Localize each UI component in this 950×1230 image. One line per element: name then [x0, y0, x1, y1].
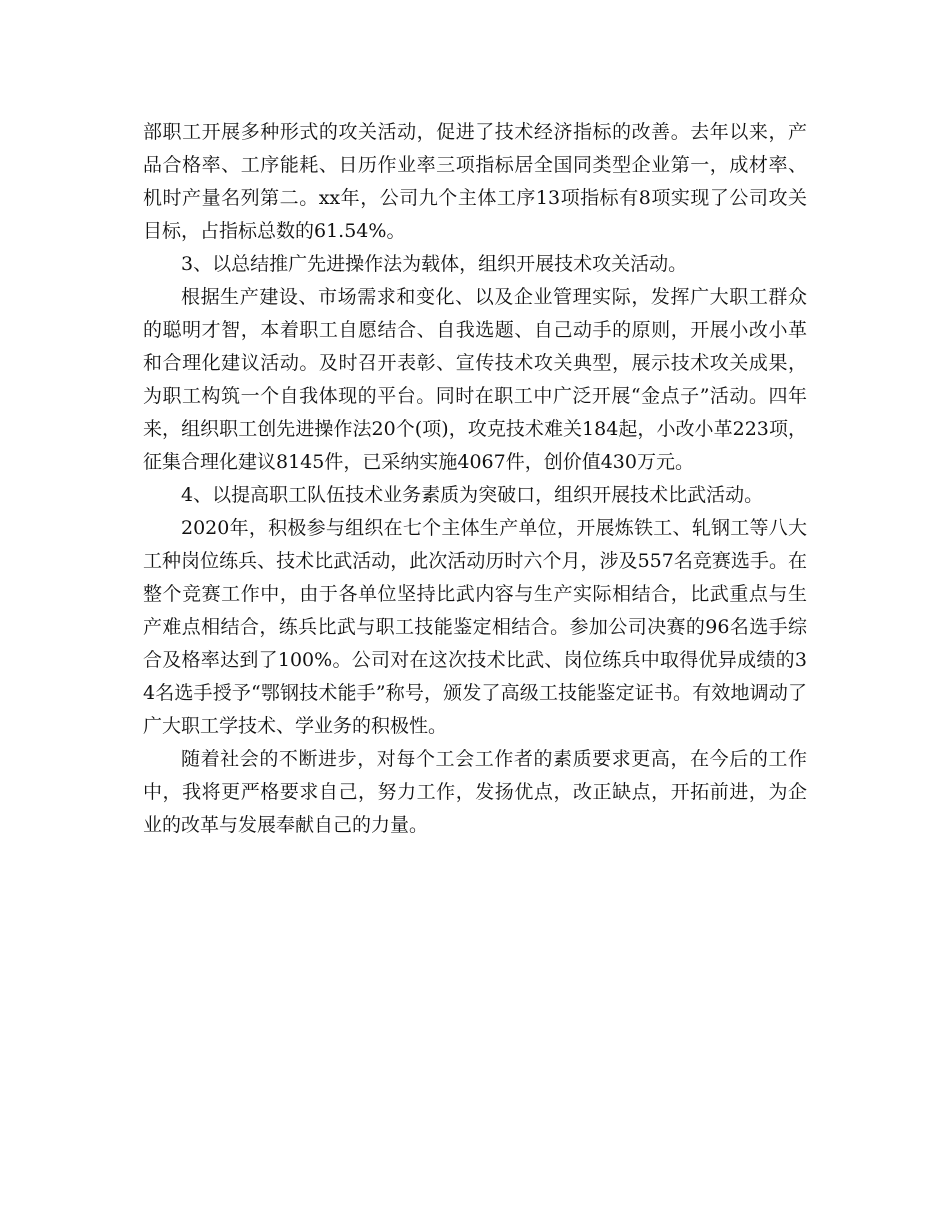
paragraph-conclusion: 随着社会的不断进步，对每个工会工作者的素质要求更高，在今后的工作中，我将更严格要求自己，努力工作，发扬优点，改正缺点，开拓前进，为企业的改革与发展奉献自己的力量。 [143, 748, 807, 836]
heading-item-3: 3、以总结推广先进操作法为载体，组织开展技术攻关活动。 [181, 253, 688, 275]
paragraph-innovation: 根据生产建设、市场需求和变化、以及企业管理实际，发挥广大职工群众的聪明才智，本着职工自愿结合、自我选题、自己动手的原则，开展小改小革和合理化建议活动。及时召开表彰、宣传技术攻关典型，展示技术攻关成果，为职工构筑一个自我体现的平台。同时在职工中广泛开展“金点子”活动。四年来，组织职工创先进操作法20个(项)，攻克技术难关184起，小改小革223项，征集合理化建议8145件，已采纳实施4067件，创价值430万元。 [143, 286, 807, 473]
heading-item-4: 4、以提高职工队伍技术业务素质为突破口，组织开展技术比武活动。 [181, 484, 764, 506]
paragraph-competition: 2020年，积极参与组织在七个主体生产单位，开展炼铁工、轧钢工等八大工种岗位练兵、技术比武活动，此次活动历时六个月，涉及557名竞赛选手。在整个竞赛工作中，由于各单位坚持比武内容与生产实际相结合，比武重点与生产难点相结合，练兵比武与职工技能鉴定相结合。参加公司决赛的96名选手综合及格率达到了100%。公司对在这次技术比武、岗位练兵中取得优异成绩的34名选手授予“鄂钢技术能手”称号，颁发了高级工技能鉴定证书。有效地调动了广大职工学技术、学业务的积极性。 [143, 517, 807, 737]
document-body [143, 116, 807, 842]
paragraph-continuation: 部职工开展多种形式的攻关活动，促进了技术经济指标的改善。去年以来，产品合格率、工序能耗、日历作业率三项指标居全国同类型企业第一，成材率、机时产量名列第二。xx年，公司九个主体工序13项指标有8项实现了公司攻关目标，占指标总数的61.54%。 [143, 121, 807, 242]
